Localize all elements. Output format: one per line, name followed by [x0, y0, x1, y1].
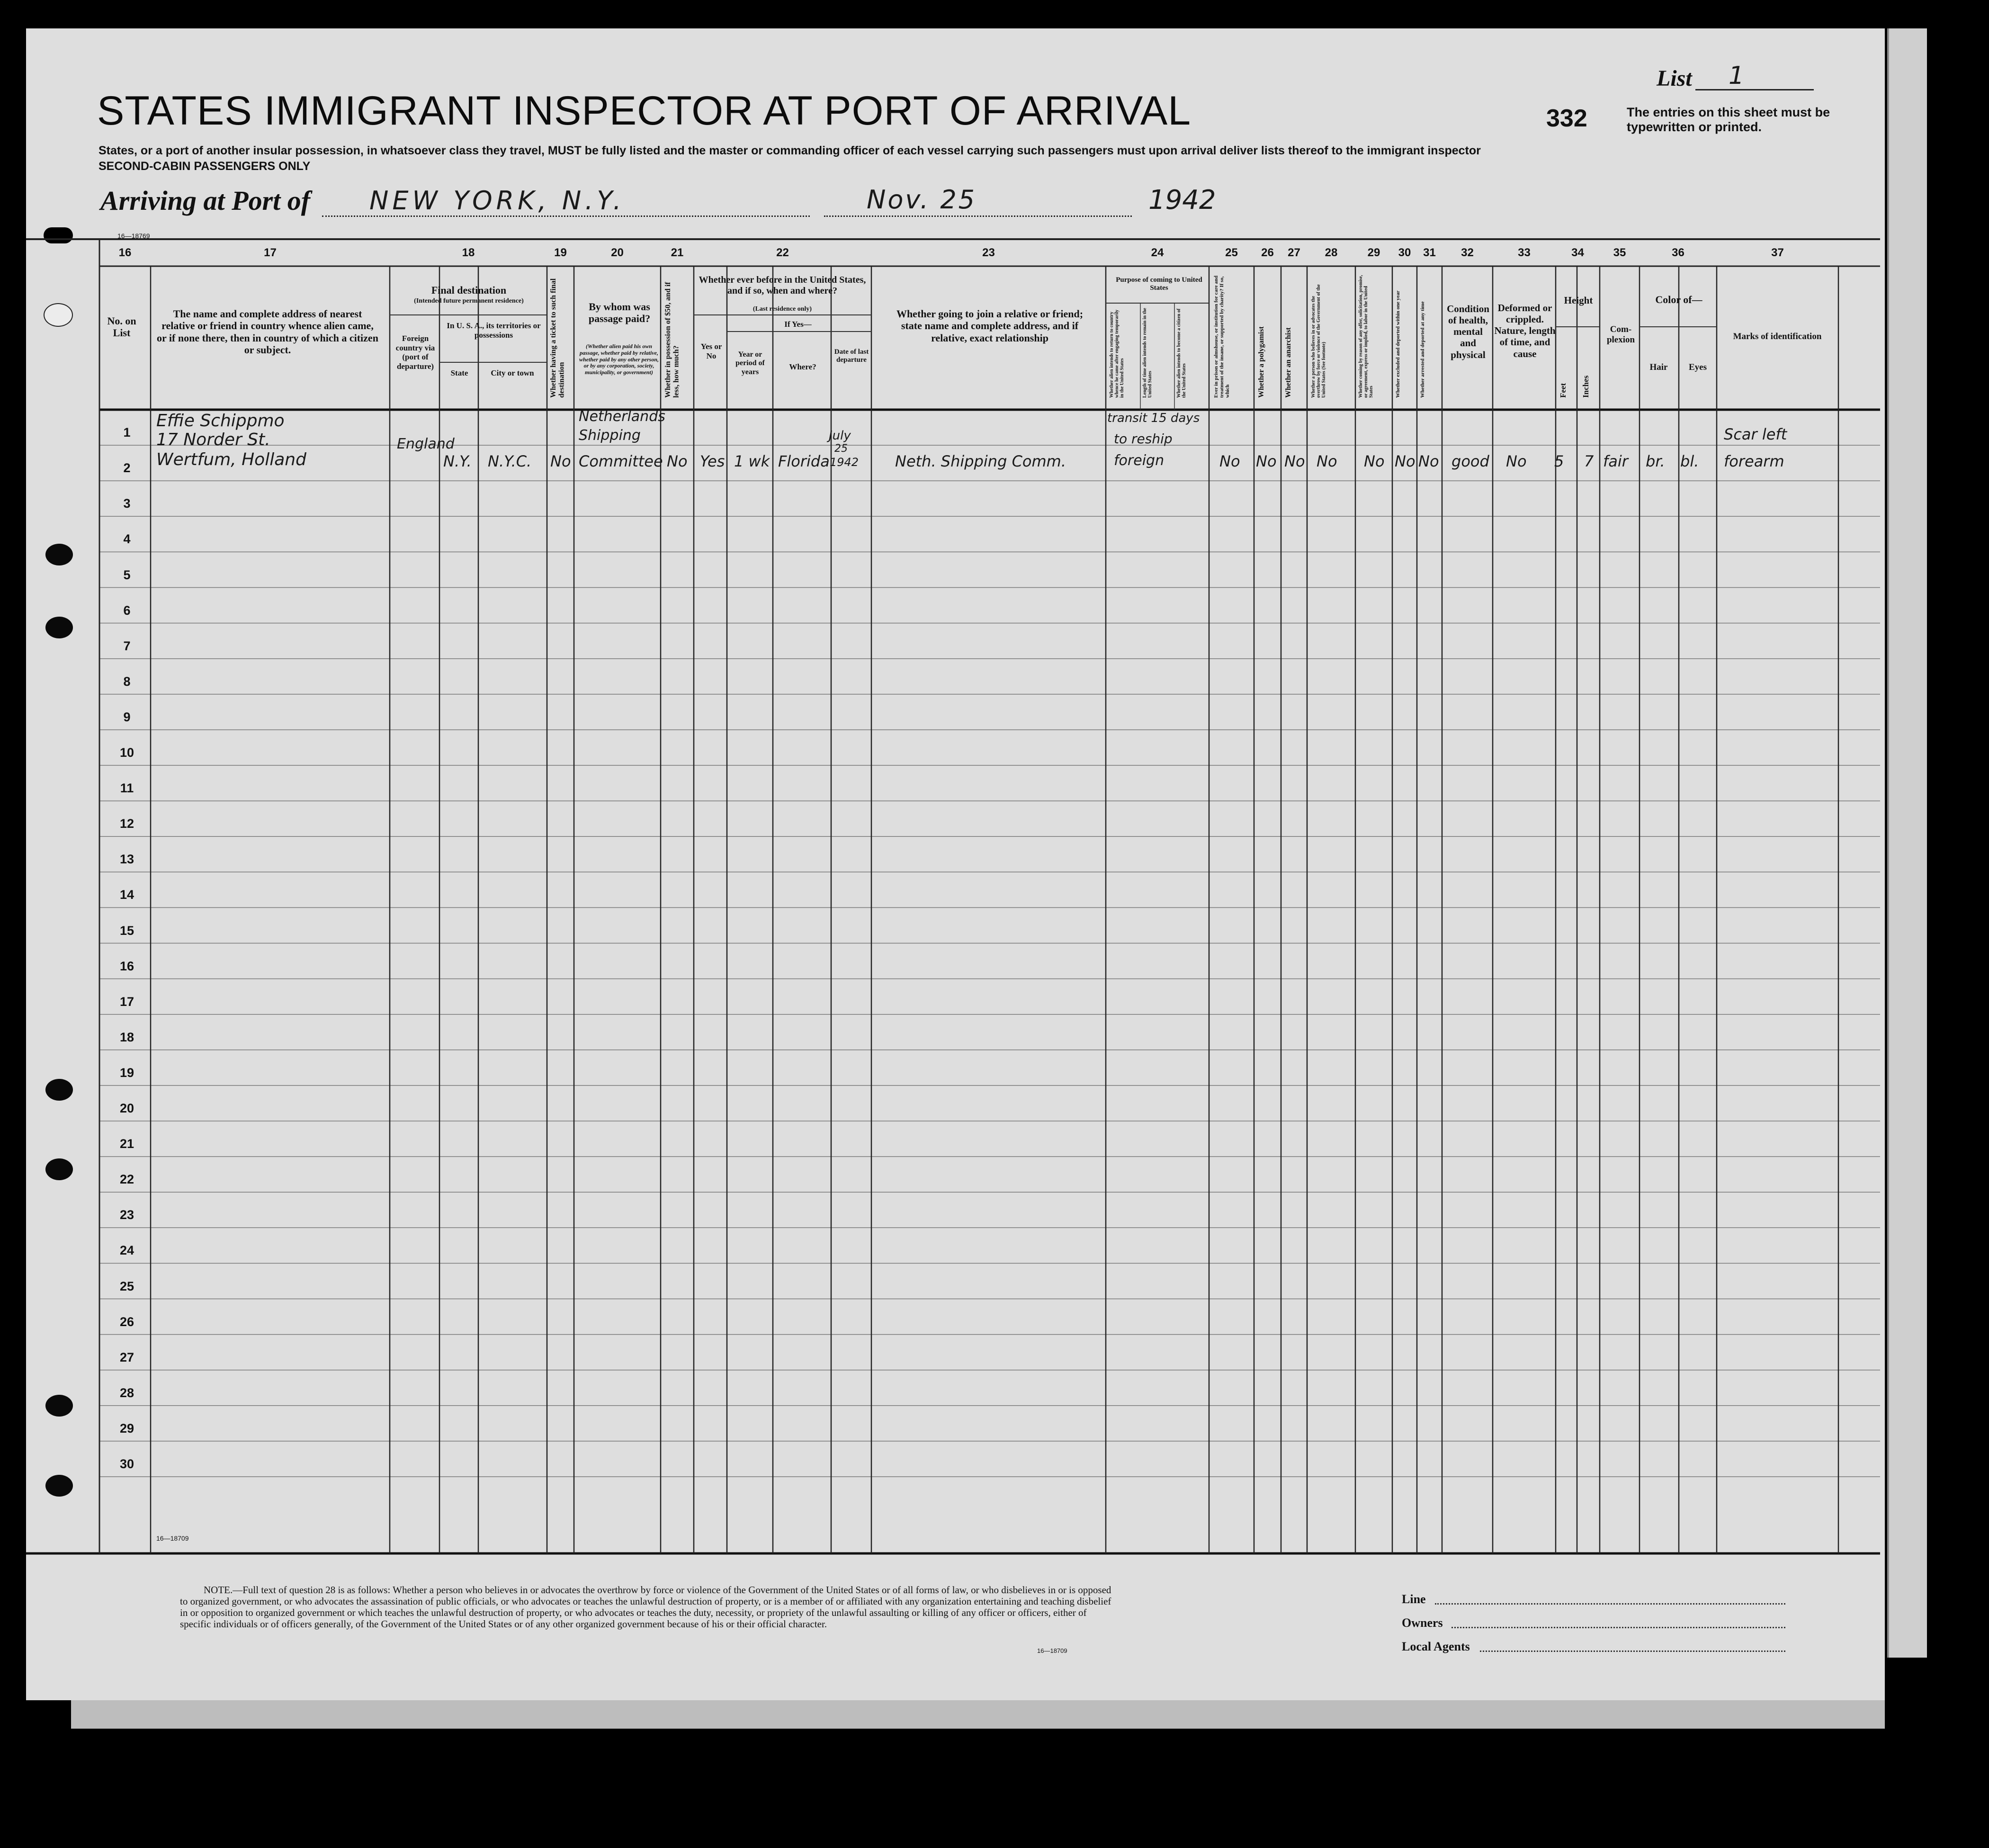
port-value: NEW YORK, N.Y.	[369, 186, 625, 215]
entry-anarchist: No	[1284, 452, 1305, 470]
row-number: 2	[123, 461, 131, 475]
column-number: 37	[1771, 246, 1784, 259]
row-number: 15	[119, 923, 134, 938]
entry-marks-2: forearm	[1724, 452, 1784, 470]
col-header-22-where: Where?	[789, 362, 816, 371]
row-number: 24	[119, 1243, 134, 1258]
entry-health: good	[1451, 452, 1489, 470]
col-header-34-inches: Inches	[1581, 375, 1590, 398]
col-header-20-sub: (Whether alien paid his own passage, whether paid by relative, whether paid by any other person, or by any corporation, society, municipality, or government)	[579, 343, 659, 376]
form-code-note: 16—18709	[1037, 1647, 1067, 1654]
column-number: 21	[671, 246, 684, 259]
col-header-19: Whether having a ticket to such final destination	[549, 278, 566, 398]
entry-joining: Neth. Shipping Comm.	[895, 452, 1066, 470]
notice-text: States, or a port of another insular possession, in whatsoever class they travel, MUST be fully listed and the master or commanding officer of each vessel carrying such passengers must upon arrival deliver lists thereof to the immigrant inspector	[99, 144, 1481, 157]
row-number: 5	[123, 567, 131, 582]
entry-hair: br.	[1646, 452, 1665, 470]
col-header-24-b: Length of time alien intends to remain in the United States	[1142, 308, 1153, 398]
form-code-bottom: 16—18709	[156, 1534, 189, 1542]
col-header-22-years: Year or period of years	[735, 350, 765, 376]
col-header-30: Whether excluded and deported within one year	[1395, 290, 1401, 398]
column-number: 23	[982, 246, 995, 259]
column-number: 20	[611, 246, 624, 259]
entry-relative-street: 17 Norder St.	[156, 430, 270, 449]
entry-purpose-1: transit 15 days	[1107, 411, 1200, 425]
typewritten-note: The entries on this sheet must be typewritten or printed.	[1627, 105, 1830, 134]
entry-overthrow: No	[1317, 452, 1337, 470]
col-header-22-ifyes: If Yes—	[784, 320, 812, 329]
row-number: 8	[123, 674, 131, 689]
row-number: 28	[119, 1385, 134, 1400]
entry-fifty: No	[667, 452, 688, 470]
local-agents-label: Local Agents	[1402, 1640, 1470, 1653]
form-title: STATES IMMIGRANT INSPECTOR AT PORT OF ARRIVAL	[97, 88, 1192, 134]
local-agents-field	[1480, 1651, 1785, 1652]
col-header-32: Condition of health, mental and physical	[1447, 303, 1489, 360]
col-header-36-hair: Hair	[1649, 362, 1668, 372]
col-header-37: Marks of identification	[1733, 332, 1822, 341]
col-header-31: Whether arrested and deported at any time	[1420, 301, 1425, 398]
row-number: 13	[119, 852, 134, 867]
stamp-number: 332	[1546, 105, 1587, 132]
entry-complexion: fair	[1603, 452, 1628, 470]
row-number: 20	[119, 1101, 134, 1115]
row-number: 27	[119, 1350, 134, 1364]
column-number: 31	[1423, 246, 1436, 259]
entry-years: 1 wk	[734, 452, 770, 470]
col-header-28: Whether a person who believes in or advocates the overthrow by force or violence of the Government of the United States (See footnote)	[1311, 284, 1326, 398]
row-number: 29	[119, 1421, 134, 1435]
entry-prison: No	[1219, 452, 1240, 470]
column-number: 19	[554, 246, 567, 259]
column-number: 16	[118, 246, 132, 259]
entry-paid-1: Netherlands	[579, 408, 665, 425]
row-number: 11	[120, 781, 134, 796]
col-header-22-sub: (Last residence only)	[753, 305, 812, 313]
owners-label: Owners	[1402, 1616, 1443, 1630]
col-header-35: Com-plexion	[1606, 324, 1635, 345]
col-header-22: Whether ever before in the United States, and if so, when and where?	[699, 275, 866, 296]
entry-relative-town: Wertfum, Holland	[156, 450, 306, 469]
col-header-23: Whether going to join a relative or friend; state name and complete address, and if relative, exact relationship	[896, 308, 1084, 344]
col-header-20: By whom was passage paid?	[588, 301, 651, 325]
row-number: 10	[119, 745, 134, 760]
entry-date-1: July	[829, 429, 851, 443]
row-number: 23	[119, 1208, 134, 1222]
entry-city: N.Y.C.	[488, 452, 532, 470]
row-number: 17	[119, 994, 134, 1009]
entry-where: Florida	[778, 452, 830, 470]
entry-date-2: 25	[834, 443, 848, 455]
line-field	[1435, 1603, 1785, 1605]
entry-foreign-country: England	[397, 436, 455, 452]
column-number: 25	[1225, 246, 1238, 259]
col-header-34: Height	[1564, 295, 1593, 306]
col-header-25: Ever in prison or almshouse, or institution for care and treatment of the insane, or supported by charity? If so, which	[1213, 275, 1231, 398]
col-header-18-city: City or town	[491, 368, 534, 377]
entry-purpose-2: to reship	[1114, 431, 1173, 447]
entry-paid-2: Shipping	[579, 427, 641, 444]
entry-inches: 7	[1584, 452, 1594, 470]
entry-state: N.Y.	[443, 452, 472, 470]
row-number: 30	[119, 1457, 134, 1471]
column-number: 30	[1398, 246, 1411, 259]
column-number: 26	[1261, 246, 1274, 259]
row-number: 16	[119, 959, 134, 973]
col-header-36-eyes: Eyes	[1689, 362, 1707, 372]
column-number: 28	[1325, 246, 1338, 259]
column-number: 32	[1461, 246, 1474, 259]
entry-arrested: No	[1418, 452, 1439, 470]
row-number: 19	[119, 1065, 134, 1080]
col-header-22-yesno: Yes or No	[700, 342, 722, 360]
footnote-q28: NOTE.—Full text of question 28 is as follows: Whether a person who believes in or advocates the overthrow by force or violence of the Government of the United States or of all forms of law, or who disbelieves in or is opposed to organized government, or who advocates the assassination of public officials, or who advocates or teaches the unlawful destruction of property, or is a member of or affiliated with any organization entertaining and teaching disbelief in or opposition to organized government or which teaches the unlawful destruction of property, or who advocates or teaches the duty, necessity, or propriety of the unlawful assaulting or killing of any officer or officers, either of specific individuals or of officers generally, of the Government of the United States or of any other organized government because of his or their official character.	[180, 1584, 1111, 1630]
col-header-18-sub: (Intended future permanent residence)	[414, 297, 524, 305]
column-number: 27	[1288, 246, 1300, 259]
column-number: 29	[1367, 246, 1380, 259]
entry-deformed: No	[1506, 452, 1527, 470]
row-number: 1	[123, 425, 131, 440]
row-number: 4	[123, 532, 131, 547]
col-header-18-foreign: Foreign country via (port of departure)	[395, 334, 435, 371]
col-header-24-c: Whether alien intends to become a citizen of the United States	[1176, 308, 1187, 398]
arriving-label: Arriving at Port of	[100, 185, 311, 216]
entry-labor: No	[1364, 452, 1385, 470]
col-header-17: The name and complete address of nearest relative or friend in country whence alien came, or if none there, then in country of which a citizen or subject.	[157, 308, 378, 356]
row-number: 22	[119, 1172, 134, 1187]
row-number: 7	[123, 638, 131, 653]
list-number: 1	[1729, 62, 1745, 90]
column-number: 34	[1571, 246, 1584, 259]
column-number: 36	[1672, 246, 1684, 259]
col-header-18-usa: In U. S. A., its territories or possessions	[447, 321, 541, 340]
col-header-29: Whether coming by reason of any offer, solicitation, promise, or agreement, express or implied, to labor in the United States	[1358, 275, 1374, 398]
col-header-16: No. on List	[107, 315, 136, 339]
date-value: Nov. 25	[867, 185, 977, 215]
entry-excluded: No	[1395, 452, 1416, 470]
column-number: 33	[1518, 246, 1531, 259]
list-label: List	[1657, 66, 1692, 91]
entry-purpose-3: foreign	[1114, 452, 1165, 469]
entry-date-3: 1942	[830, 456, 859, 469]
year-value: 1942	[1148, 185, 1216, 215]
column-number: 22	[776, 246, 789, 259]
entry-paid-3: Committee	[579, 452, 663, 470]
col-header-18-state: State	[450, 368, 468, 377]
entry-ticket: No	[550, 452, 571, 470]
owners-field	[1451, 1627, 1785, 1628]
row-number: 21	[119, 1137, 134, 1151]
column-number: 18	[462, 246, 475, 259]
entry-eyes: bl.	[1680, 452, 1699, 470]
entry-feet: 5	[1554, 452, 1564, 470]
entry-relative-name: Effie Schippmo	[156, 411, 285, 431]
col-header-18: Final destination	[431, 284, 507, 296]
entry-marks-1: Scar left	[1724, 425, 1787, 443]
row-number: 14	[119, 888, 134, 902]
row-number: 6	[123, 603, 131, 618]
form-code-top: 16—18769	[117, 232, 150, 240]
column-number: 17	[264, 246, 277, 259]
col-header-21: Whether in possession of $50, and if less, how much?	[664, 282, 681, 398]
col-header-27: Whether an anarchist	[1284, 327, 1292, 398]
class-line: SECOND-CABIN PASSENGERS ONLY	[99, 160, 311, 173]
col-header-34-feet: Feet	[1559, 383, 1568, 398]
col-header-24-a: Whether alien intends to return to country whence he came after engaging temporarily in the United States	[1109, 309, 1125, 398]
col-header-33: Deformed or crippled. Nature, length of time, and cause	[1494, 302, 1556, 359]
col-header-24: Purpose of coming to United States	[1116, 276, 1202, 292]
col-header-36: Color of—	[1655, 294, 1702, 305]
row-number: 18	[119, 1030, 134, 1044]
column-number: 35	[1613, 246, 1626, 259]
row-number: 9	[123, 709, 131, 724]
col-header-26: Whether a polygamist	[1257, 326, 1265, 398]
row-number: 3	[123, 496, 131, 511]
column-number: 24	[1151, 246, 1164, 259]
row-number: 12	[119, 816, 134, 831]
entry-before: Yes	[700, 452, 725, 470]
entry-polygamist: No	[1256, 452, 1277, 470]
row-number: 25	[119, 1279, 134, 1293]
row-number: 26	[119, 1314, 134, 1329]
col-header-22-date: Date of last departure	[834, 348, 869, 364]
line-label: Line	[1402, 1592, 1426, 1606]
